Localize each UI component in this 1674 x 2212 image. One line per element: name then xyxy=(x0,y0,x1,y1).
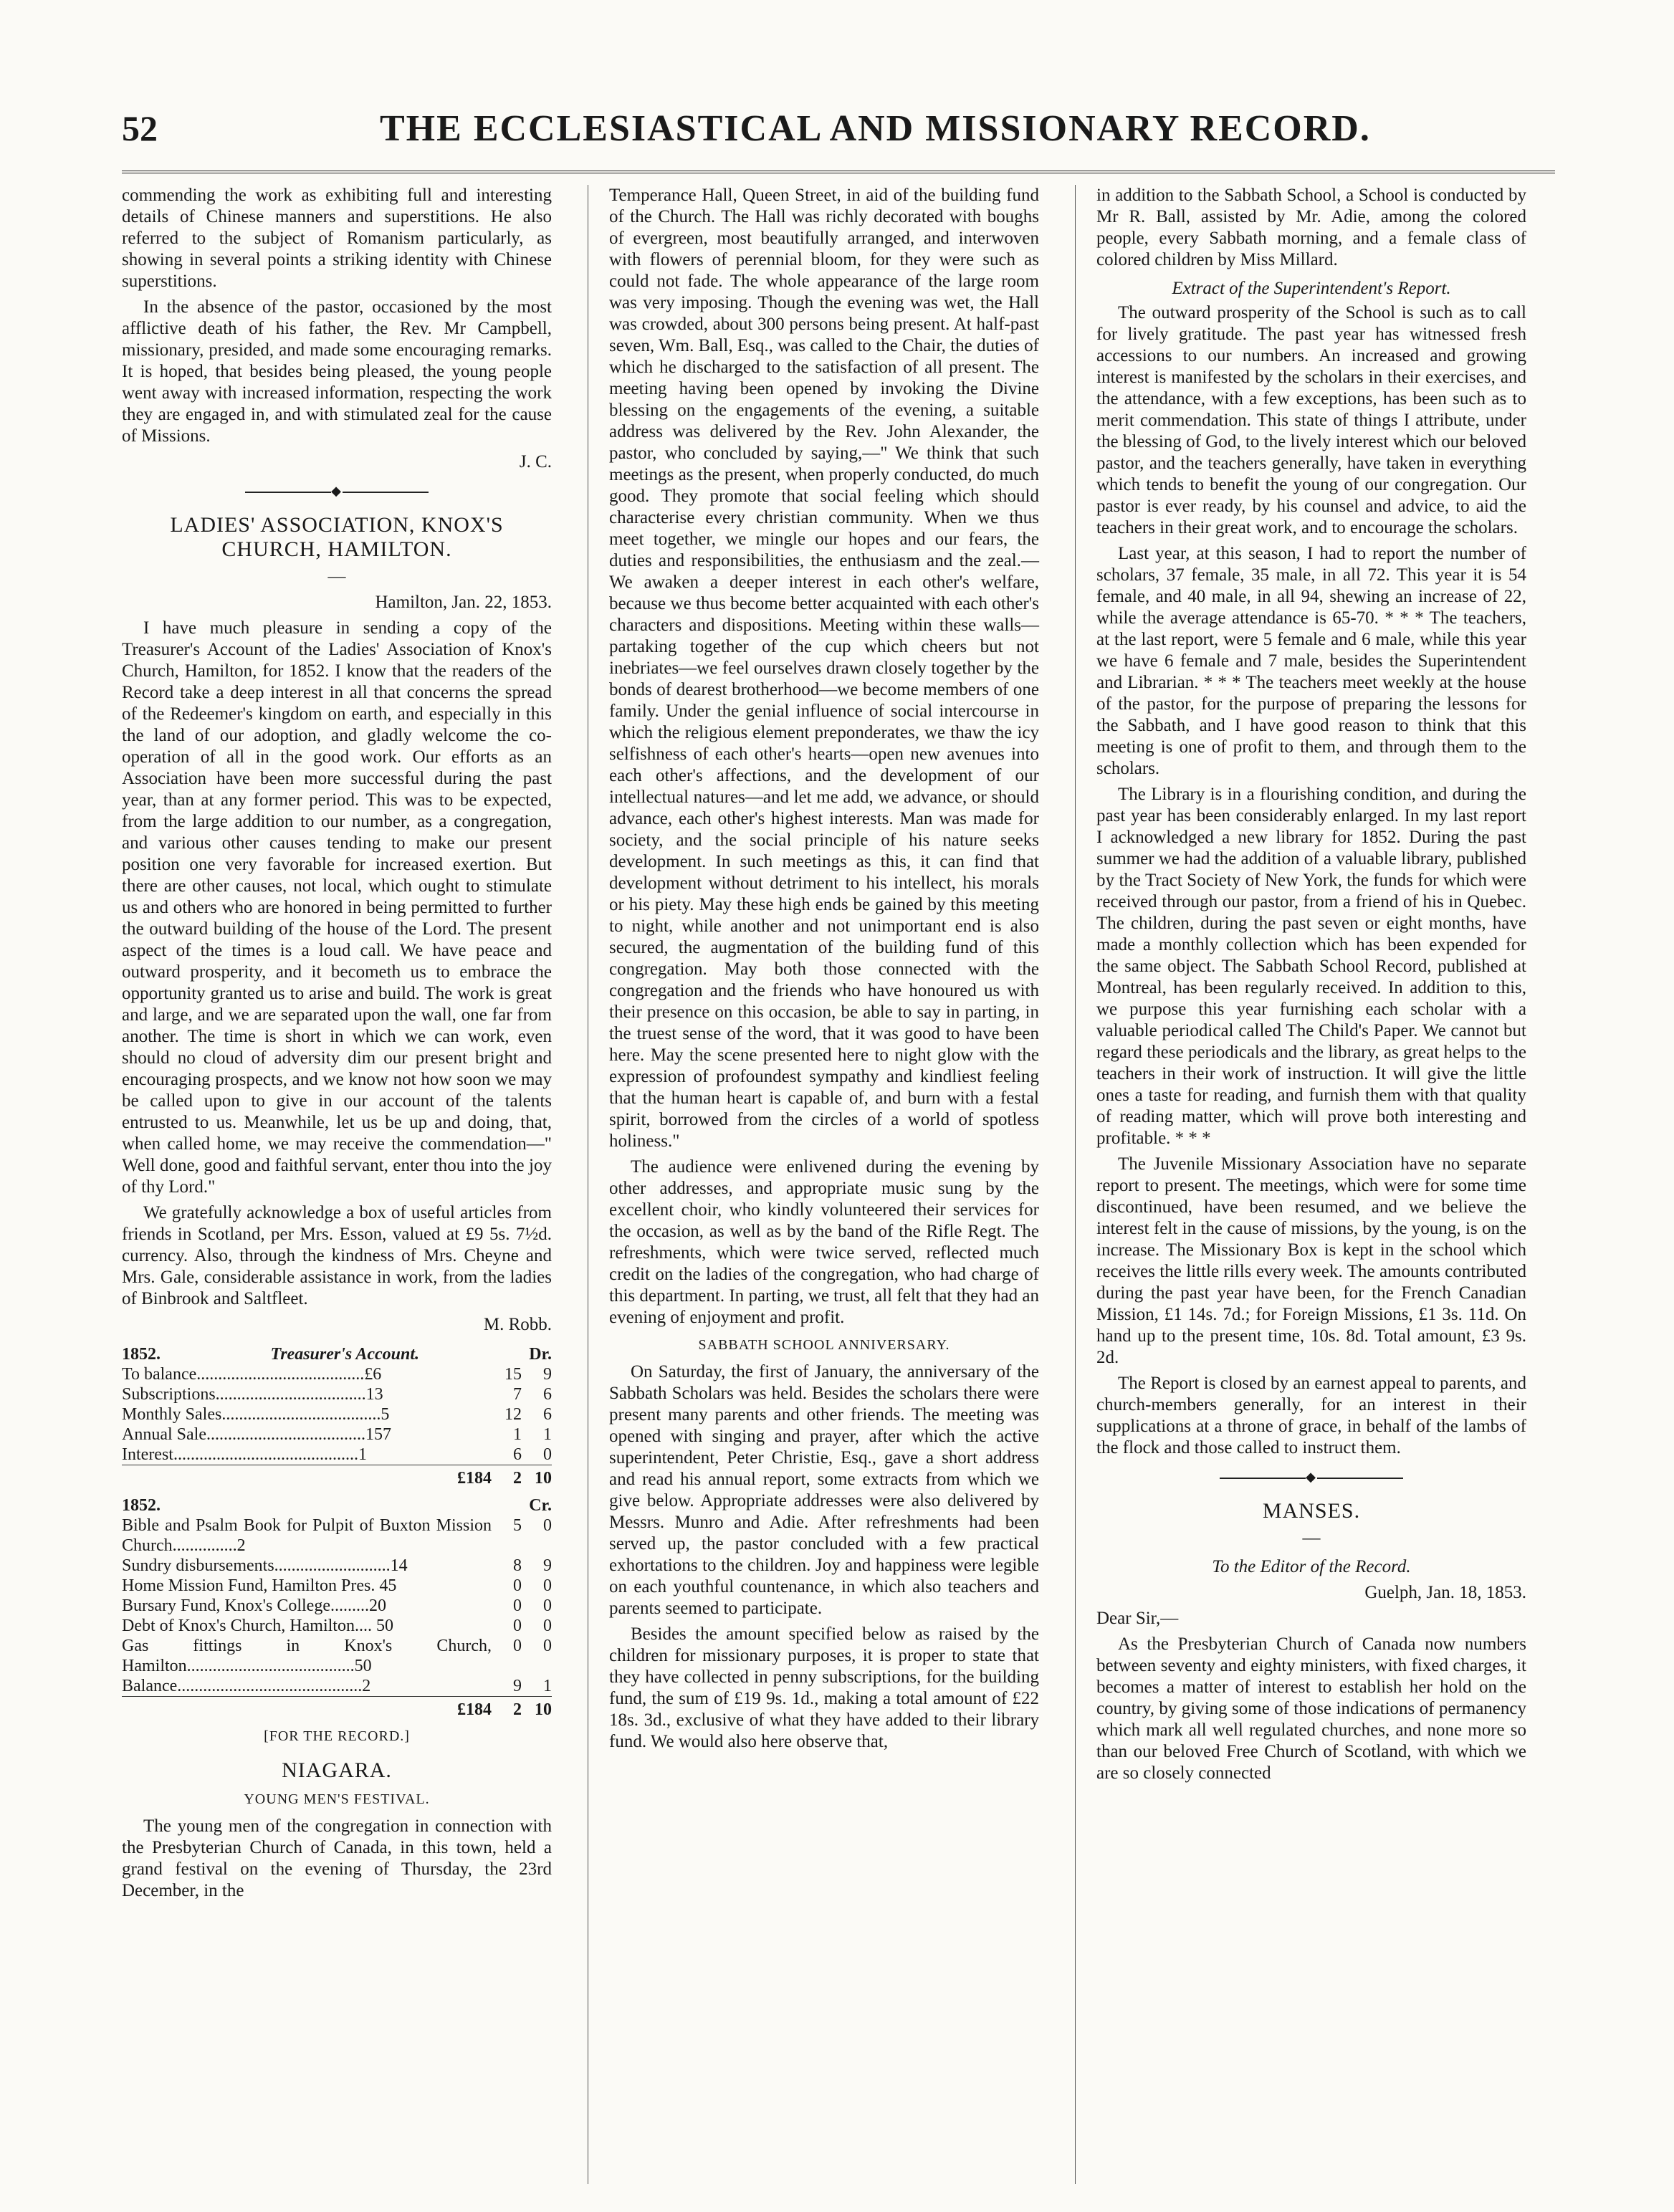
dash-divider: — xyxy=(1302,1528,1321,1548)
account-row: Annual Sale.....................................157 1 1 xyxy=(122,1425,552,1444)
for-the-record-label: [FOR THE RECORD.] xyxy=(264,1728,410,1744)
running-head-title: THE ECCLESIASTICAL AND MISSIONARY RECORD. xyxy=(380,108,1371,149)
to-editor-line: To the Editor of the Record. xyxy=(1212,1557,1411,1576)
column-3 xyxy=(1096,185,1526,1789)
paragraph: Besides the amount specified below as raised by the children for missionary purposes, it is proper to state that they have collected in penny subscriptions, for the building fund, the sum of £19 9s. 1d., making a total amount of £22 18s. 3d., exclusive of what they have added to their library fund. We would also here observe that, xyxy=(609,1624,1039,1751)
account-row: Bible and Psalm Book for Pulpit of Buxton Mission Church...............2 5 0 xyxy=(122,1516,552,1555)
page-number: 52 xyxy=(122,108,158,148)
page-header xyxy=(122,107,1555,165)
account-row: Debt of Knox's Church, Hamilton.... 50 0 0 xyxy=(122,1617,552,1635)
account-title: Treasurer's Account. xyxy=(270,1345,420,1364)
account-row: Balance...........................................2 9 1 xyxy=(122,1677,552,1695)
paragraph: The Report is closed by an earnest appeal to parents, and church-members generally, for an interest in their supplications at a throne of grace, in behalf of the lambs of the flock and those called to instruct them. xyxy=(1096,1374,1526,1457)
paragraph: The Juvenile Missionary Association have no separate report to present. The meetings, which were for some time discontinued, have been resumed, and we believe the interest felt in the cause of missions, by the young, is on the increase. The Missionary Box is kept in the school which receives the little rills every week. The amounts contributed during the past year have been, for the French Canadian Mission, £1 14s. 7d.; for Foreign Missions, £1 3s. 11d. On hand up to the present time, 10s. 8d. Total amount, £3 9s. 2d. xyxy=(1096,1154,1526,1367)
column-rule xyxy=(1075,185,1076,2184)
paragraph: Last year, at this season, I had to report the number of scholars, 37 female, 35 male, in all 72. This year it is 54 female, and 40 male, in all 94, shewing an increase of 22, while the average attendance is 65-70. * * * The teachers, at the last report, were 5 female and 6 male, while this year we have 6 female and 7 male, besides the Superintendent and Librarian. * * * The teachers meet weekly at the house of the pastor, for the purpose of preparing the lessons for the Sabbath, and I have good reason to think that this meeting is one of profit to them, and through them to the scholars. xyxy=(1096,544,1526,778)
dateline: Guelph, Jan. 18, 1853. xyxy=(1364,1583,1526,1602)
treasurer-account-dr xyxy=(122,1340,552,1488)
signature: J. C. xyxy=(519,452,552,471)
ornament-divider: ◆ xyxy=(122,480,552,502)
article-subheading: SABBATH SCHOOL ANNIVERSARY. xyxy=(698,1337,950,1353)
account-row: Home Mission Fund, Hamilton Pres. 45 0 0 xyxy=(122,1576,552,1595)
account-total: £184 2 10 xyxy=(122,1465,552,1489)
account-side: Dr. xyxy=(529,1345,552,1364)
account-year: 1852. xyxy=(122,1496,161,1515)
extract-heading: Extract of the Superintendent's Report. xyxy=(1172,279,1451,298)
account-side: Cr. xyxy=(529,1496,552,1515)
paragraph: The outward prosperity of the School is such as to call for lively gratitude. The past year has witnessed fresh accessions to our numbers. An increased and growing interest is manifested by the scholars in their exercises, and the attendance, with a few exceptions, has been such as to merit commendation. This state of things I attribute, under the blessing of God, to the lively interest which our beloved pastor, and the teachers generally, have taken in everything which tends to benefit the young of our congregation. Our pastor is ever ready, by his counsel and advice, to aid the teachers in their great work, and to encourage the scholars. xyxy=(1096,303,1526,537)
paragraph: As the Presbyterian Church of Canada now numbers between seventy and eighty ministers, with fixed charges, it becomes a matter of interest to establish her hold on the country, by giving some of those indications of permanency which mark all well regulated churches, and none more so than our beloved Free Church of Scotland, with which we are so closely connected xyxy=(1096,1634,1526,1783)
article-heading: NIAGARA. xyxy=(282,1758,392,1782)
account-row: Interest...........................................1 6 0 xyxy=(122,1445,552,1464)
account-row: To balance.......................................£6 15 9 xyxy=(122,1365,552,1384)
paragraph: Temperance Hall, Queen Street, in aid of the building fund of the Church. The Hall was richly decorated with boughs of evergreen, most beautifully arranged, and interwoven with flowers of perennial bloom, for they were such as could not fade. The whole appearance of the large room was very imposing. Though the evening was wet, the Hall was crowded, about 300 persons being present. At half-past seven, Wm. Ball, Esq., was called to the Chair, the duties of which he discharged to the satisfaction of all present. The meeting having been opened by invoking the Divine blessing on the engagements of the evening, a suitable address was delivered by the Rev. John Alexander, the pastor, who concluded by saying,—" We think that such meetings as the present, when properly conducted, do much good. They promote that social feeling which should characterise every christian community. When we thus meet together, we mingle our hopes and our fears, the duties and responsibilities, the enthusiasm and the zeal.— We awaken a deeper interest in each other's welfare, because we thus become better acquainted with each other's characters and dispositions. Meeting within these walls—partaking together of the cup which cheers but not inebriates—we feel ourselves drawn closely together by the bonds of dearest brotherhood—we become members of one family. Under the genial influence of social intercourse in which the religious element preponderates, we thaw the icy selfishness of each other's hearts—open new avenues into each other's affections, and the development of our intellectual natures—and let me add, we advance, or should advance, each other's highest interests. Man was made for society, and the social principle of his nature seeks development. In such meetings as this, it can find that development without detriment to his intellect, his morals or his piety. May these high ends be gained by this meeting to night, while another and not unimportant end is also secured, the augmentation of the building fund of this congregation. May both those connected with the congregation and the friends who have honoured us with their presence on this occasion, be able to say in parting, in the truest sense of the word, that it was good to have been here. May the scene presented here to night glow with the expression of profoundest sympathy and kindliest feeling that the human heart is capable of, and burn with a festal spirit, borrowed from the circles of a world of spotless holiness." xyxy=(609,186,1039,1151)
column-1 xyxy=(122,185,552,1906)
dash-divider: — xyxy=(327,567,346,586)
column-2 xyxy=(609,185,1039,1757)
paragraph: We gratefully acknowledge a box of useful articles from friends in Scotland, per Mrs. Esson, valued at £9 5s. 7½d. currency. Also, through the kindness of Mrs. Cheyne and Mrs. Gale, considerable assistance in work, from the ladies of Binbrook and Saltfleet. xyxy=(122,1203,552,1308)
treasurer-account-cr xyxy=(122,1491,552,1720)
article-heading: LADIES' ASSOCIATION, KNOX'S CHURCH, HAMILTON. xyxy=(170,513,504,561)
paragraph: commending the work as exhibiting full and interesting details of Chinese manners and superstitions. He also referred to the subject of Romanism particularly, as showing in several points a striking identity with Chinese superstitions. xyxy=(122,186,552,291)
paragraph: The Library is in a flourishing condition, and during the past year has been considerably enlarged. In my last report I acknowledged a new library for 1852. During the past summer we had the addition of a valuable library, published by the Tract Society of New York, the funds for which were received through our pastor, from a friend of his in Quebec. The children, during the past seven or eight months, have made a monthly collection which has been expended for the same object. The Sabbath School Record, published at Montreal, has been regularly received. In addition to this, we purpose this year furnishing each scholar with a valuable periodical called The Child's Paper. We cannot but regard these periodicals and the library, as great helps to the teachers in their work of instruction. It will give the little ones a taste for reading, and furnish them with that quality of reading matter, which will prove both interesting and profitable. * * * xyxy=(1096,785,1526,1148)
ornament-divider: ◆ xyxy=(1096,1466,1526,1488)
signature: M. Robb. xyxy=(483,1315,552,1334)
account-row: Bursary Fund, Knox's College.........20 0 0 xyxy=(122,1596,552,1615)
paragraph: On Saturday, the first of January, the anniversary of the Sabbath Scholars was held. Besides the scholars there were present many parents and other friends. The meeting was opened with singing and prayer, after which the active superintendent, Peter Christie, Esq., gave a short address and read his annual report, some extracts from which we give below. Appropriate addresses were also delivered by Messrs. Munro and Adie. After refreshments had been served up, the pastor concluded with a few practical exhortations to the children. Joy and happiness were legible on each youthful countenance, in which also teachers and parents seemed to participate. xyxy=(609,1362,1039,1618)
account-year: 1852. xyxy=(122,1345,161,1364)
article-heading: MANSES. xyxy=(1262,1499,1361,1523)
header-rule xyxy=(122,171,1555,173)
account-row: Subscriptions...................................13 7 6 xyxy=(122,1385,552,1404)
paragraph: In the absence of the pastor, occasioned by the most afflictive death of his father, the Rev. Mr Campbell, missionary, presided, and made some encouraging remarks. It is hoped, that besides being pleased, the young people went away with increased information, respecting the work they are engaged in, and with stimulated zeal for the cause of Missions. xyxy=(122,297,552,446)
paragraph: The young men of the congregation in connection with the Presbyterian Church of Canada, in this town, held a grand festival on the evening of Thursday, the 23rd December, in the xyxy=(122,1816,552,1900)
account-row: Monthly Sales.....................................5 12 6 xyxy=(122,1405,552,1424)
account-row: Gas fittings in Knox's Church, Hamilton.......................................50 0 0 xyxy=(122,1637,552,1675)
account-row: Sundry disbursements...........................14 8 9 xyxy=(122,1556,552,1575)
paragraph: The audience were enlivened during the evening by other addresses, and appropriate music sung by the excellent choir, who kindly volunteered their services for the occasion, as well as by the band of the Rifle Regt. The refreshments, which were twice served, reflected much credit on the ladies of the congregation, who had charge of this department. In parting, we trust, all felt that they had an evening of enjoyment and profit. xyxy=(609,1157,1039,1327)
article-subheading: YOUNG MEN'S FESTIVAL. xyxy=(244,1791,430,1807)
paragraph: in addition to the Sabbath School, a School is conducted by Mr R. Ball, assisted by Mr. Adie, among the colored people, every Sabbath morning, and a female class of colored children by Miss Millard. xyxy=(1096,186,1526,269)
paragraph: I have much pleasure in sending a copy of the Treasurer's Account of the Ladies' Association of Knox's Church, Hamilton, for 1852. I know that the readers of the Record take a deep interest in all that concerns the spread of the Redeemer's kingdom on earth, and especially in this the land of our adoption, and gladly welcome the co-operation of all in the good work. Our efforts as an Association have been more successful during the past year, than at any former period. This was to be expected, from the large addition to our number, as a congregation, and various other causes tending to make our present position one very favorable for increased exertion. But there are other causes, not local, which ought to stimulate us and others who are honored in being permitted to further the outward building of the house of the Lord. The present aspect of the times is a loud call. We have peace and outward prosperity, and it becometh us to embrace the opportunity granted us to arise and build. The work is great and large, and we are separated upon the wall, one far from another. The time is short in which we can work, even should no cloud of adversity dim our present bright and encouraging prospects, and we know not how soon we may be called upon to give in our account of the talents entrusted to us. Meanwhile, let us be up and doing, that, when called home, we may receive the commendation—" Well done, good and faithful servant, enter thou into the joy of thy Lord." xyxy=(122,618,552,1197)
account-total: £184 2 10 xyxy=(122,1697,552,1720)
salutation: Dear Sir,— xyxy=(1096,1609,1179,1628)
dateline: Hamilton, Jan. 22, 1853. xyxy=(375,593,552,612)
